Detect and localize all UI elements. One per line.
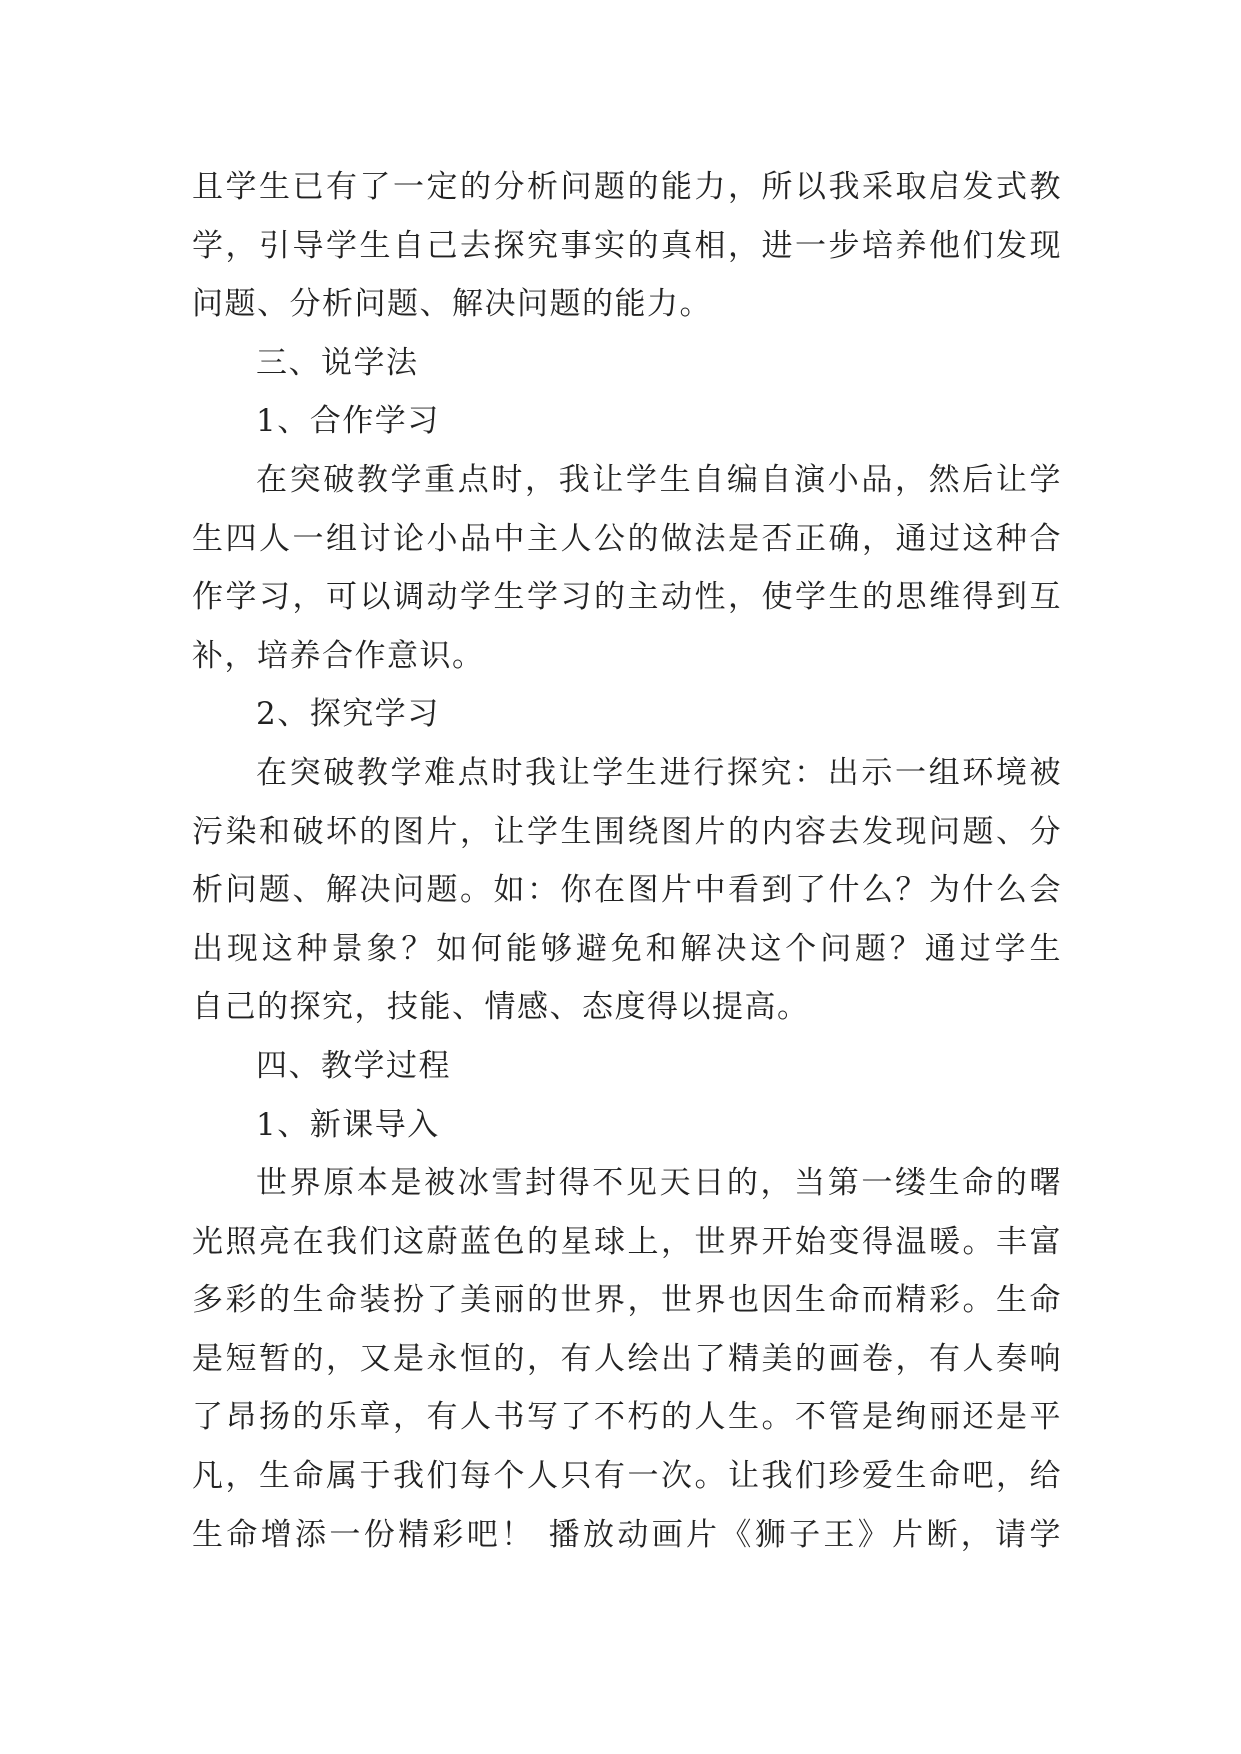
text-line: 自己的探究，技能、情感、态度得以提高。 bbox=[192, 989, 810, 1026]
text-line: 是短暂的，又是永恒的，有人绘出了精美的画卷，有人奏响 bbox=[192, 1340, 1062, 1377]
text-line: 光照亮在我们这蔚蓝色的星球上，世界开始变得温暖。丰富 bbox=[192, 1223, 1062, 1260]
text-line: 且学生已有了一定的分析问题的能力，所以我采取启发式教 bbox=[192, 169, 1062, 205]
text-line: 在突破教学难点时我让学生进行探究：出示一组环境被 bbox=[256, 754, 1062, 791]
text-line: 出现这种景象？如何能够避免和解决这个问题？通过学生 bbox=[192, 930, 1062, 967]
text-line: 问题、分析问题、解决问题的能力。 bbox=[192, 286, 712, 323]
text-line: 学，引导学生自己去探究事实的真相，进一步培养他们发现 bbox=[192, 227, 1062, 264]
text-line: 补，培养合作意识。 bbox=[192, 637, 485, 674]
document-body bbox=[192, 158, 1062, 1564]
text-line: 生命增添一份精彩吧！ 播放动画片《狮子王》片断，请学 bbox=[192, 1516, 1062, 1553]
text-line: 2、探究学习 bbox=[256, 696, 440, 733]
text-line: 世界原本是被冰雪封得不见天日的，当第一缕生命的曙 bbox=[256, 1165, 1062, 1202]
text-line: 析问题、解决问题。如：你在图片中看到了什么？为什么会 bbox=[192, 872, 1062, 909]
text-line: 生四人一组讨论小品中主人公的做法是否正确，通过这种合 bbox=[192, 520, 1062, 557]
text-line: 作学习，可以调动学生学习的主动性，使学生的思维得到互 bbox=[192, 579, 1062, 616]
text-line: 三、说学法 bbox=[256, 344, 419, 381]
text-line: 四、教学过程 bbox=[256, 1047, 451, 1084]
text-line: 1、新课导入 bbox=[256, 1106, 440, 1143]
text-line: 在突破教学重点时，我让学生自编自演小品，然后让学 bbox=[256, 461, 1062, 498]
text-line: 凡，生命属于我们每个人只有一次。让我们珍爱生命吧，给 bbox=[192, 1458, 1062, 1495]
text-line: 1、合作学习 bbox=[256, 403, 440, 440]
text-line: 了昂扬的乐章，有人书写了不朽的人生。不管是绚丽还是平 bbox=[192, 1399, 1062, 1436]
text-line: 多彩的生命装扮了美丽的世界，世界也因生命而精彩。生命 bbox=[192, 1282, 1062, 1319]
text-line: 污染和破坏的图片，让学生围绕图片的内容去发现问题、分 bbox=[192, 813, 1062, 850]
